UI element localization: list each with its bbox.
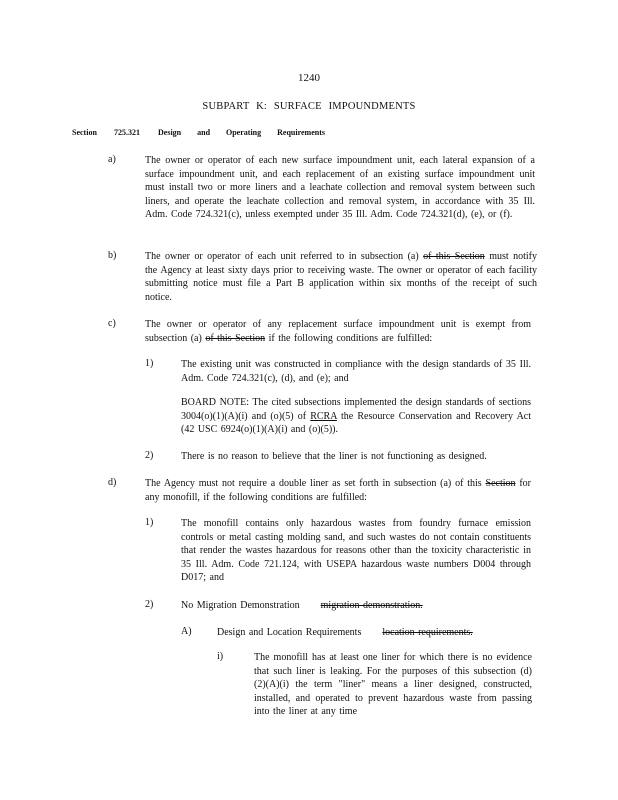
item-d-text bbox=[145, 477, 531, 504]
section-number: 725.321 bbox=[114, 128, 140, 137]
item-b-text-1: The owner or operator of each unit referred to in subsection (a) bbox=[145, 251, 419, 262]
item-a-label: a) bbox=[108, 154, 116, 165]
item-d-label: d) bbox=[108, 477, 117, 488]
page-number: 1240 bbox=[298, 72, 320, 84]
item-d-text-2: for any monofill, if the following conditions are fulfilled: bbox=[145, 478, 532, 503]
item-dA-title: Design and Location Requirements bbox=[217, 627, 362, 638]
item-b-strike: of this Section bbox=[423, 251, 485, 262]
item-b-text-2: must notify the Agency at least sixty days prior to receiving waste. The owner or operator of each facility submitting notice must file a Part B application within six months of the receipt of such notice. bbox=[145, 251, 537, 303]
item-dA-label: A) bbox=[181, 626, 192, 637]
item-c-strike: of this Section bbox=[205, 332, 266, 344]
item-c1-label: 1) bbox=[145, 358, 154, 369]
item-d1-text: The monofill contains only hazardous wastes from foundry furnace emission controls or metal casting molding sand, and such wastes do not contain constituents that render the wastes hazardous for reasons other than the toxicity characteristic in 35 Ill. Adm. Code 721.124, with USEPA hazardous waste numbers D004 through D017; and bbox=[181, 518, 531, 584]
item-d-strike: Section bbox=[485, 478, 516, 489]
item-d1-label: 1) bbox=[145, 517, 154, 528]
item-a-text: The owner or operator of each new surface impoundment unit, each lateral expansion of a surface impoundment unit, and each replacement of an existing surface impoundment unit must install two or more liners and a leachate collection and removal system between such liners, and operate the leachate collection and removal system, in accordance with 35 Ill. Adm. Code 724.321(c), unless exempted under 35 Ill. Adm. Code 724.321(d), (e), or (f). bbox=[145, 155, 535, 221]
item-c2-label: 2) bbox=[145, 450, 154, 461]
item-b-label: b) bbox=[108, 250, 117, 261]
item-c-text-2: if the following conditions are fulfilled: bbox=[268, 332, 433, 344]
item-c-text-1: The owner or operator of any replacement surface impoundment unit is exempt from subsection (a) bbox=[145, 319, 531, 344]
item-d2-text bbox=[181, 599, 531, 613]
item-c2-text: There is no reason to believe that the liner is not functioning as designed. bbox=[181, 451, 487, 462]
item-d2-label: 2) bbox=[145, 599, 154, 610]
item-c1-text: The existing unit was constructed in compliance with the design standards of 35 Ill. Adm. Code 724.321(c), (d), and (e); and bbox=[181, 359, 531, 384]
item-d-text-1: The Agency must not require a double liner as set forth in subsection (a) of this bbox=[145, 478, 482, 489]
item-b-text bbox=[145, 250, 537, 304]
item-d2-title: No Migration Demonstration bbox=[181, 600, 300, 611]
item-d2-strike: migration demonstration. bbox=[320, 600, 423, 611]
item-c-text bbox=[145, 318, 531, 345]
item-dA-text bbox=[217, 626, 537, 640]
board-note-text-1: BOARD NOTE: The cited subsections implemented the design standards of sections 3004(o)(1)(A)(i) and (o)(5) of bbox=[181, 397, 531, 422]
section-title: Design and Operating Requirements bbox=[158, 128, 325, 137]
section-word: Section bbox=[72, 128, 97, 137]
item-dA-strike: location requirements. bbox=[382, 627, 473, 638]
board-note-text-2: the Resource Conservation and Recovery Act (42 USC 6924(o)(1)(A)(i) and (o)(5)). bbox=[181, 410, 532, 436]
item-di-label: i) bbox=[217, 651, 224, 662]
board-note bbox=[181, 396, 531, 437]
item-di-text: The monofill has at least one liner for which there is no evidence that such liner is leaking. For the purposes of this subsection (d)(2)(A)(i) the term "liner" means a liner designed, constructed, installed, and operated to prevent hazardous waste from passing into the liner at any time bbox=[254, 652, 532, 718]
board-note-underline: RCRA bbox=[310, 410, 337, 422]
item-c-label: c) bbox=[108, 318, 116, 329]
subpart-title: SUBPART K: SURFACE IMPOUNDMENTS bbox=[202, 101, 416, 112]
